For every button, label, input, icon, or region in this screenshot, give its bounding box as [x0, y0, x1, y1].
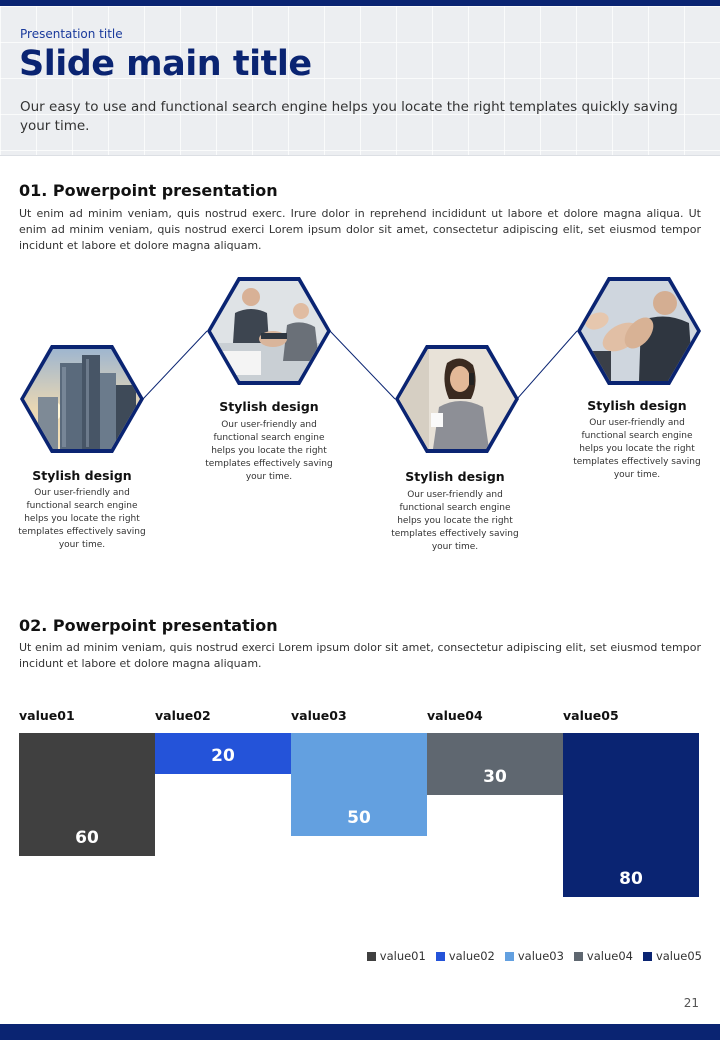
item-1-title: Stylish design — [32, 468, 132, 483]
bar-value-label-value04: 30 — [483, 766, 507, 787]
item-4-title: Stylish design — [587, 398, 687, 413]
bar-value-label-value02: 20 — [211, 746, 235, 766]
category-label-2: value02 — [155, 708, 211, 723]
slide-subtitle: Our easy to use and functional search engine helps you locate the right templates quickly saving your time. — [20, 99, 678, 134]
bar-value-label-value01: 60 — [75, 828, 99, 848]
section2-text: Ut enim ad minim veniam, quis nostrud exerci Lorem ipsum dolor sit amet, consectetur adipiscing elit, set eiusmod tempor incidunt et labore et dolore magna aliquam. — [19, 641, 701, 670]
section1-text: Ut enim ad minim veniam, quis nostrud exerc. Irure dolor in reprehend incididunt ut labore et dolore magna aliqua. Ut enim ad minim veniam, quis nostrud exerci Lorem ipsum dolor sit amet, consectetur adipiscing elit, set eiusmod tempor incidunt et labore et dolore magna aliquam. — [19, 207, 701, 252]
page-number: 21 — [683, 996, 699, 1010]
header-band — [0, 6, 720, 156]
legend-swatch — [505, 952, 514, 961]
legend-label: value01 — [379, 949, 426, 963]
legend-label: value02 — [448, 949, 495, 963]
section2-title: 02. Powerpoint presentation — [19, 616, 278, 635]
item-4-desc: Our user-friendly and functional search engine helps you locate the right templates effectively saving your time. — [573, 418, 701, 480]
legend-label: value03 — [517, 949, 564, 963]
item-1-desc: Our user-friendly and functional search engine helps you locate the right templates effectively saving your time. — [18, 488, 146, 550]
legend-item-value03 — [505, 949, 564, 963]
woman-on-phone-photo — [399, 349, 515, 449]
item-2-desc: Our user-friendly and functional search engine helps you locate the right templates effectively saving your time. — [205, 420, 333, 482]
legend-item-value04 — [574, 949, 633, 963]
bar-value-label-value05: 80 — [619, 869, 643, 889]
city-skyscrapers-photo — [24, 349, 140, 449]
category-label-5: value05 — [563, 708, 619, 723]
hanging-bar-chart — [0, 700, 720, 920]
legend-label: value05 — [655, 949, 702, 963]
category-label-3: value03 — [291, 708, 347, 723]
slide-main-title: Slide main title — [19, 44, 312, 84]
legend-label: value04 — [586, 949, 633, 963]
applauding-hands-photo — [581, 281, 697, 381]
presentation-title: Presentation title — [20, 27, 123, 41]
business-team-handstack-photo — [211, 281, 327, 381]
item-2-title: Stylish design — [219, 399, 319, 414]
item-3-desc: Our user-friendly and functional search engine helps you locate the right templates effectively saving your time. — [391, 490, 519, 552]
legend-item-value01 — [367, 949, 426, 963]
item-3-title: Stylish design — [405, 469, 505, 484]
legend-item-value05 — [643, 949, 702, 963]
legend-swatch — [643, 952, 652, 961]
section1-title: 01. Powerpoint presentation — [19, 181, 278, 200]
legend-swatch — [436, 952, 445, 961]
legend-item-value02 — [436, 949, 495, 963]
category-label-1: value01 — [19, 708, 75, 723]
category-label-4: value04 — [427, 708, 483, 723]
bar-value-label-value03: 50 — [347, 807, 371, 828]
chart-legend — [367, 949, 702, 963]
bottom-accent-bar — [0, 1024, 720, 1040]
legend-swatch — [367, 952, 376, 961]
legend-swatch — [574, 952, 583, 961]
